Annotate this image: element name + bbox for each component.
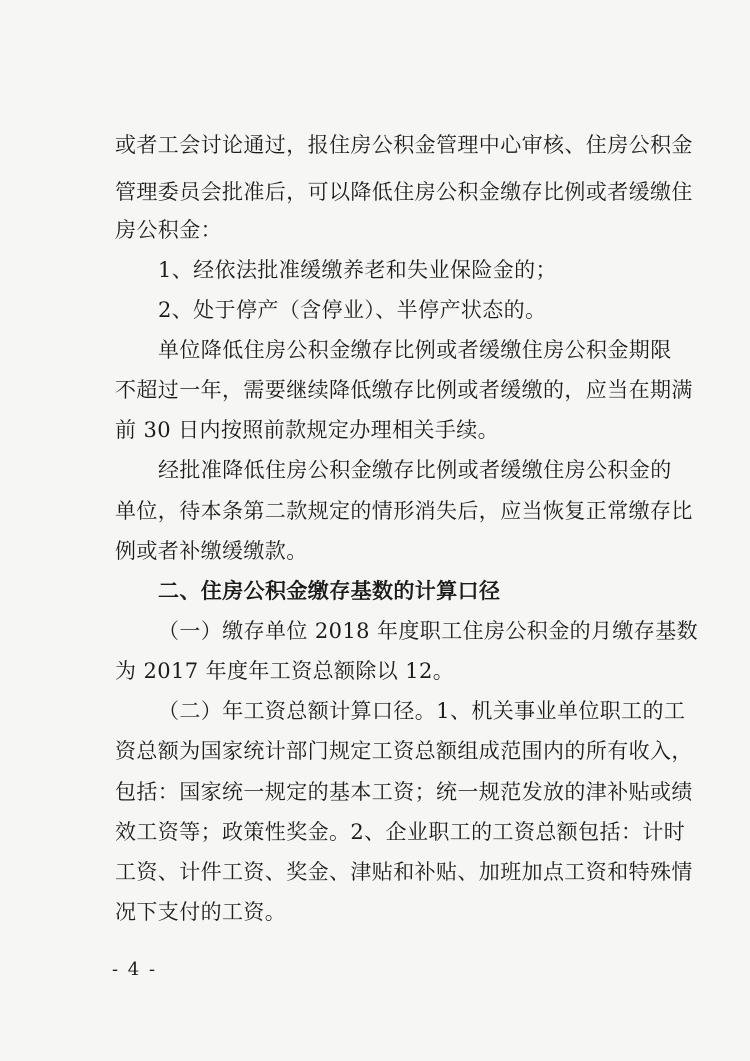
text-line: 或者工会讨论通过，报住房公积金管理中心审核、住房公积金 — [115, 133, 693, 157]
list-item: 2、处于停产（含停业）、半停产状态的。 — [158, 298, 547, 322]
text-line: 效工资等；政策性奖金。2、企业职工的工资总额包括：计时 — [115, 820, 686, 844]
text-line: 况下支付的工资。 — [115, 900, 287, 924]
text-line: 前 30 日内按照前款规定办理相关手续。 — [115, 418, 500, 442]
text-line: 不超过一年，需要继续降低缴存比例或者缓缴的，应当在期满 — [115, 378, 693, 402]
text-line: 房公积金： — [115, 218, 222, 242]
list-item: 1、经依法批准缓缴养老和失业保险金的； — [158, 258, 557, 282]
text-line: 管理委员会批准后，可以降低住房公积金缴存比例或者缓缴住 — [115, 180, 693, 204]
text-line: 单位降低住房公积金缴存比例或者缓缴住房公积金期限 — [158, 338, 672, 362]
text-line: （二）年工资总额计算口径。1、机关事业单位职工的工 — [158, 699, 686, 723]
section-heading: 二、住房公积金缴存基数的计算口径 — [158, 579, 501, 603]
text-line: 单位，待本条第二款规定的情形消失后，应当恢复正常缴存比 — [115, 499, 693, 523]
text-line: 为 2017 年度年工资总额除以 12。 — [115, 659, 455, 683]
text-line: （一）缴存单位 2018 年度职工住房公积金的月缴存基数 — [158, 619, 698, 643]
text-line: 例或者补缴缓缴款。 — [115, 539, 308, 563]
text-line: 经批准降低住房公积金缴存比例或者缓缴住房公积金的 — [158, 458, 672, 482]
page-number: - 4 - — [112, 959, 158, 980]
text-line: 包括：国家统一规定的基本工资；统一规范发放的津补贴或绩 — [115, 780, 693, 804]
text-line: 工资、计件工资、奖金、津贴和补贴、加班加点工资和特殊情 — [115, 860, 693, 884]
text-line: 资总额为国家统计部门规定工资总额组成范围内的所有收入， — [115, 739, 693, 763]
